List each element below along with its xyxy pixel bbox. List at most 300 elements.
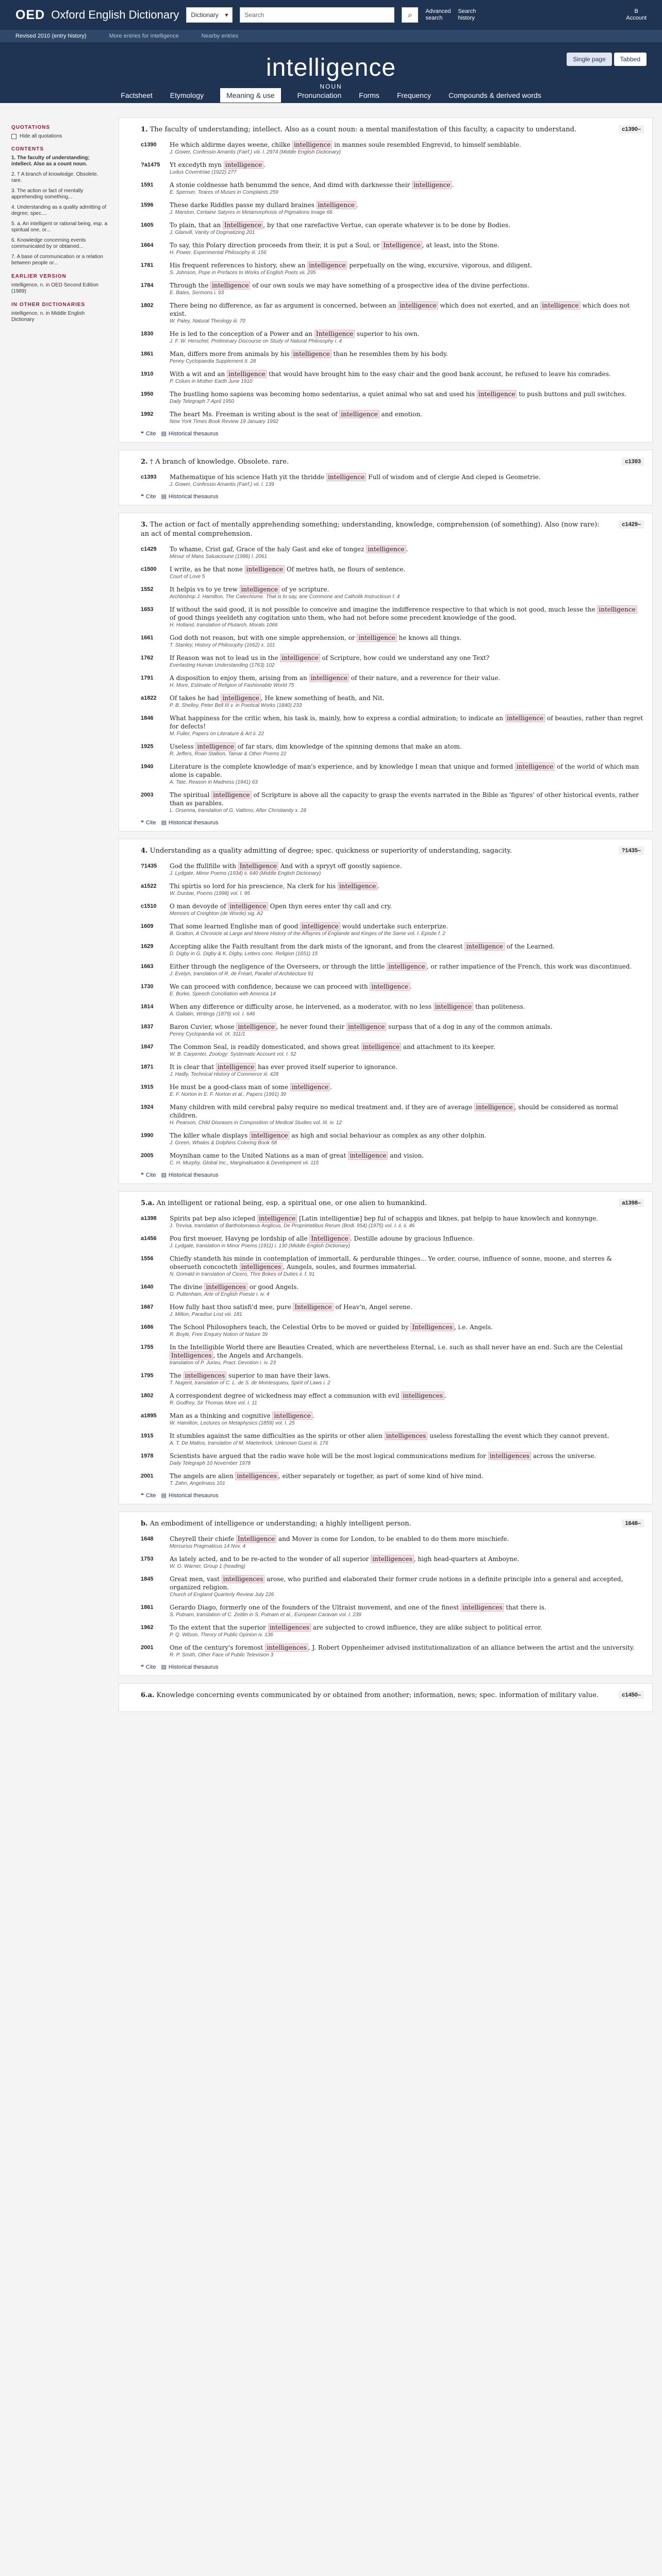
quotation-text: If Reason was not to lead us in the intelligence of Scripture, how could we understand any one Text? (170, 654, 490, 662)
hide-quotations-toggle[interactable] (11, 133, 108, 139)
quotation-source[interactable]: T. Stanley, History of Philosophy (1662) x. 101 (170, 642, 275, 648)
quotation-text: When any difference or difficulty arose, he intervened, as a moderator, with no less intelligence than politeness. (170, 1003, 525, 1010)
headword-highlight: intelligence (300, 922, 340, 930)
quotation-source[interactable]: J. Lydgate, Minor Poems (1934) ii. 640 (Middle English Dictionary) (170, 871, 321, 876)
quotation-date: 1802 (141, 302, 154, 309)
quotation-text: How fully hast thou satisfi'd mee, pure Intelligence of Heav'n, Angel serene. (170, 1303, 412, 1311)
search-button[interactable] (402, 7, 418, 23)
quotation-text: Mathematique of his science Hath yit the thridde intelligence Full of wisdom and of clergie And cleped is Geometrie. (170, 473, 541, 481)
quotation-source[interactable]: E. Spenser, Teares of Muses in Complaints 259 (170, 190, 278, 195)
more-entries-link[interactable]: More entries for intelligence (109, 33, 179, 39)
quotation-source[interactable]: T. Zahn, Angelmass 101 (170, 1481, 225, 1486)
quotation-row (141, 585, 644, 600)
quotation-source[interactable]: S. Putnam, translation of C. Zeitlin in S. Putnam et al., European Caravan vol. I. 239 (170, 1612, 361, 1618)
historical-thesaurus-button[interactable] (161, 430, 218, 437)
other-dictionary-link[interactable]: intelligence, n. in Middle English Dictionary (11, 311, 85, 323)
quotation-row (141, 261, 644, 276)
definition-text: An embodiment of intelligence or understanding; a highly intelligent person. (150, 1520, 411, 1528)
date-range-badge[interactable]: c1450– (619, 1691, 644, 1699)
date-range-badge[interactable]: 1648– (622, 1519, 644, 1528)
sense-footer (141, 493, 644, 500)
headword-highlight: intelligence (346, 1023, 386, 1031)
quotation-date: 1686 (141, 1324, 154, 1330)
quotation-date: c1500 (141, 566, 157, 572)
quotation-source[interactable]: Court of Love 5 (170, 574, 205, 580)
headword-highlight: intelligence (597, 605, 637, 614)
date-range-badge[interactable]: a1398– (619, 1199, 644, 1207)
headword-highlight: intelligence (505, 714, 545, 722)
quotation-body (170, 762, 644, 786)
tab-forms[interactable]: Forms (359, 91, 379, 99)
toc-item[interactable]: 5. a. An intelligent or rational being, esp. a spiritual one, or... (11, 221, 108, 233)
quotation-source[interactable]: B. Gratton, A Chronicle at Large and Meere History of the Affayres of Englande and Kinges of the Same vol. I. Epistle f. 2 (170, 931, 445, 937)
quotation-row (141, 1083, 644, 1098)
headword-highlight: Intelligence (236, 1535, 276, 1543)
quotation-row (141, 962, 644, 977)
quotation-body (170, 241, 500, 256)
headword-highlight: intelligence (307, 261, 347, 269)
headword-highlight: intelligence (474, 1103, 514, 1111)
earlier-version-link[interactable]: intelligence, n. in OED Second Edition (1989) (11, 282, 98, 294)
quotation-text: With a wit and an intelligence that would have brought him to the easy chair and the good bank account, he refused to leave his comrades. (170, 370, 611, 378)
quotation-text: To the extent that the superior intelligences are subjected to crowd influence, they are alike subject to political error. (170, 1624, 542, 1631)
quotation-row (141, 742, 644, 757)
headword-highlight: intelligence (477, 390, 517, 398)
headword-highlight: intelligence (515, 762, 555, 771)
quotation-text: Gerardo Diago, formerly one of the founders of the Ultraist movement, and one of the finest intelligences that there is. (170, 1604, 547, 1611)
quotation-date: 1596 (141, 202, 154, 208)
toc-item[interactable]: 3. The action or fact of mentally apprehending something... (11, 188, 84, 200)
quotation-text: The divine intelligences or good Angels. (170, 1283, 299, 1291)
headword-highlight: intelligence (227, 370, 267, 378)
quotation-row (141, 1303, 644, 1318)
single-page-button[interactable]: Single page (567, 53, 611, 66)
search-history-link[interactable] (458, 8, 476, 22)
thesaurus-icon: ▤ (161, 1172, 167, 1178)
quotation-text: The intelligences superior to man have their laws. (170, 1372, 330, 1379)
quotation-source[interactable]: R. P. Smith, Other Face of Public Television 3 (170, 1652, 274, 1658)
thesaurus-icon: ▤ (161, 1493, 167, 1499)
headword-highlight: Intelligences (410, 1323, 454, 1331)
quotation-date: 1802 (141, 1393, 154, 1399)
sense-definition (141, 125, 644, 134)
headword-highlight: intelligence (348, 1151, 388, 1160)
quotation-source[interactable]: J. Trevisa, translation of Bartholomaeus Anglicus, De Proprietatibus Rerum (Bodl. 954) (1975) vol. I. ii. ii. 46 (170, 1223, 415, 1229)
quotation-text: One of the century's foremost intelligences , J. Robert Oppenheimer advised institutionalization of an alliance between the artist and the university. (170, 1644, 635, 1651)
sense-block (119, 1191, 653, 1504)
quotation-source[interactable]: P. Q. Wilson, Theory of Public Opinion iv. 136 (170, 1632, 273, 1638)
tab-pronunciation[interactable]: Pronunciation (297, 91, 342, 99)
headword-highlight: intelligence (210, 281, 250, 290)
footer-label: Historical thesaurus (168, 1172, 219, 1178)
quotation-body (170, 330, 419, 345)
quotation-source[interactable]: R. Godfrey, Sir Thomas More vol. I. 11 (170, 1400, 257, 1406)
quotation-source[interactable]: W. Paley, Natural Theology iii. 70 (170, 318, 245, 324)
quotation-source[interactable]: J. Lydgate, translation in Minor Poems (1911) i. 130 (Middle English Dictionary) (170, 1243, 350, 1249)
cite-button[interactable] (141, 430, 156, 437)
quotation-body (170, 634, 461, 649)
quotation-source[interactable]: Everlasting Human Understanding (1763) 102 (170, 663, 275, 668)
footer-label: Historical thesaurus (168, 1492, 219, 1499)
entry-tabs (0, 88, 662, 103)
quotation-source[interactable]: E. F. Norton in E. F. Norton et al., Papers (1991) 39 (170, 1092, 286, 1097)
quotation-source[interactable]: W. B. Carpenter, Zoology: Systematic Account vol. I. 52 (170, 1052, 296, 1057)
quotation-text: Man, differs more from animals by his intelligence than he resembles them by his body. (170, 350, 448, 358)
quotation-body (170, 882, 379, 897)
date-range-badge[interactable]: c1390– (619, 125, 644, 133)
quotation-row (141, 1255, 644, 1278)
headword-highlight: intelligence (317, 201, 356, 209)
sense-number: b. (141, 1520, 148, 1528)
cite-button[interactable] (141, 819, 156, 826)
quotation-text: Either through the negligence of the Overseers, or through the little intelligence , or rather impatience of the French, this work was discontinued. (170, 963, 632, 970)
headword-highlight: intelligence (195, 742, 235, 751)
chevron-down-icon: ▾ (225, 11, 228, 19)
quotation-source[interactable]: Mirour of Mans Saluacioune (1986) l. 2061 (170, 554, 267, 560)
cite-button[interactable] (141, 1492, 156, 1499)
date-range-badge[interactable]: c1393 (622, 457, 644, 466)
toc-item[interactable]: 7. A base of communication or a relation between people or... (11, 254, 103, 266)
quotation-row (141, 1603, 644, 1618)
quotation-source[interactable]: Ludus Coventriae (1922) 277 (170, 170, 237, 175)
sense-number: 4. (141, 847, 148, 855)
quotation-body (170, 1103, 644, 1126)
quotation-source[interactable]: J. Marston, Certaine Satyres in Metamorphosis of Pigmalions Image 66 (170, 210, 333, 215)
quotation-date: 1730 (141, 984, 154, 990)
tab-meaning-use[interactable]: Meaning & use (220, 88, 280, 103)
quotation-text: That some learned Englishe man of good intelligence would undertake such enterprize. (170, 923, 449, 930)
quotation-text: Moynihan came to the United Nations as a man of great intelligence and vision. (170, 1152, 424, 1159)
quote-icon: ❝ (141, 1172, 144, 1178)
quotation-source[interactable]: J. Milton, Paradise Lost viii. 181 (170, 1312, 242, 1317)
quotation-text: His frequent references to history, shew an intelligence perpetually on the wing, excursive, vigorous, and diligent. (170, 262, 533, 269)
toc-item[interactable]: 2. † A branch of knowledge. Obsolete. rare. (11, 172, 98, 183)
headword-highlight: intelligence (387, 962, 426, 971)
contents-list (11, 155, 108, 266)
quotation-source[interactable]: W. O. Warner, Group 1 (heading) (170, 1564, 245, 1569)
quote-icon: ❝ (141, 494, 144, 500)
quotation-source[interactable]: H. Pearson, Child Diseases in Composition of Medical Studies vol. III. iv. 12 (170, 1120, 342, 1126)
quotation-date: 1847 (141, 1044, 154, 1050)
quotation-source[interactable]: C. H. Murphy, Global Inc., Marginalisation & Development vii. 115 (170, 1160, 319, 1166)
cite-button[interactable] (141, 1172, 156, 1178)
headword-highlight: intelligence (398, 301, 438, 310)
quotation-row (141, 1214, 644, 1229)
headword-highlight: intelligence (224, 161, 263, 169)
quotation-body (170, 545, 408, 560)
quotation-source[interactable]: D. Digby in G. Digby & K. Digby, Letters conc. Religion (1651) 15 (170, 951, 318, 957)
quotation-text: O man devoyde of intelligence Open thyn eeres enter thy call and cry. (170, 903, 392, 910)
quotation-row (141, 922, 644, 937)
quotation-date: 1664 (141, 242, 154, 248)
quotation-source[interactable]: R. Boyle, Free Enquiry Notion of Nature 39 (170, 1332, 268, 1337)
quotation-source[interactable]: P. Colum in Mother Earth June 1910 (170, 379, 253, 384)
headword-highlight: intelligence (211, 791, 251, 799)
quotation-text: Cheyrell their chiefe Intelligence and Mover is come for London, to be enabled to do them more mischiefe. (170, 1535, 509, 1543)
quotation-source[interactable]: N. Grimald in translation of Cicero, Thre Bokes of Duties ii. f. 91 (170, 1272, 315, 1277)
quotation-source[interactable]: Mercurius Pragmaticus 14 Nov. 4 (170, 1544, 246, 1549)
quotation-body (170, 281, 529, 296)
headword-highlight: Intelligence (315, 330, 355, 338)
quotation-source[interactable]: P. B. Shelley, Peter Bell III v. in Poetical Works (1840) 233 (170, 703, 302, 708)
quotation-source[interactable]: W. Dunbar, Poems (1998) vol. I. 95 (170, 891, 250, 896)
quotation-source[interactable]: E. Burke, Speech Conciliation with America 14 (170, 991, 276, 997)
quotation-body (170, 1003, 525, 1018)
quotation-source[interactable]: E. Bates, Sermons i. 93 (170, 290, 224, 296)
quotation-source[interactable]: J. Gower, Confessio Amantis (Fairf.) viii. l. 2974 (Middle English Dictionary) (170, 149, 341, 155)
quotation-source[interactable]: J. Glanvill, Vanity of Dogmatizing 201 (170, 230, 255, 235)
advanced-search-link[interactable] (425, 8, 451, 22)
sense-number: 2. (141, 458, 148, 466)
quotation-date: 1667 (141, 1304, 154, 1310)
tab-factsheet[interactable]: Factsheet (121, 91, 153, 99)
quotation-date: 1846 (141, 715, 154, 721)
quotation-text: He is led to the conception of a Power and an Intelligence superior to his own. (170, 330, 420, 337)
historical-thesaurus-button[interactable] (161, 1172, 218, 1178)
historical-thesaurus-button[interactable] (161, 1492, 218, 1499)
quotation-source[interactable]: J. Green, Whales & Dolphins Coloring Book 58 (170, 1140, 277, 1146)
quotation-body (170, 1063, 398, 1078)
quotation-source[interactable]: R. Jeffers, Roan Stallion, Tamar & Other Poems 22 (170, 751, 287, 757)
quotation-date: ?a1475 (141, 162, 160, 168)
quotation-text: Literature is the complete knowledge of man's experience, and by knowledge I mean that unique and formed intelligence of the world of which man alone is capable. (170, 763, 639, 778)
quotation-source[interactable]: T. Nugent, translation of C. L. de S. de Montesquieu, Spirit of Laws i. 2 (170, 1380, 330, 1386)
headword-highlight: intelligence (370, 982, 409, 991)
quotation-text: He which aldirme dayes weene, chilke intelligence in mannes soule resembled Engrevid, to himself semblable. (170, 141, 521, 148)
quotation-body (170, 1214, 598, 1229)
account-label: Account (626, 15, 647, 21)
toc-item[interactable]: 6. Knowledge concerning events communicated by or obtained... (11, 238, 86, 249)
quotation-row (141, 1452, 644, 1467)
sense-number: 5.a. (141, 1199, 155, 1207)
headword-highlight: intelligence (465, 942, 504, 951)
quotation-row (141, 1103, 644, 1126)
quotation-row (141, 694, 644, 709)
footer-label: Historical thesaurus (168, 819, 219, 826)
headword-highlight: Intelligence (309, 1234, 350, 1243)
footer-label: Cite (145, 493, 156, 500)
quotation-date: a1822 (141, 695, 157, 701)
quotation-date: 2001 (141, 1645, 154, 1651)
quotation-date: 1648 (141, 1536, 154, 1542)
headword-highlight: intelligences (235, 1472, 278, 1480)
quotation-text: The heart Ms. Freeman is writing about is the seat of intelligence and emotion. (170, 411, 422, 418)
date-range-badge[interactable]: ?1435– (619, 846, 644, 855)
toc-item[interactable]: 1. The faculty of understanding; intellect. Also as a count noun. (11, 155, 90, 167)
quotation-body (170, 654, 489, 669)
quotation-text: It stumbles against the same difficulties as the spirits or other alien intelligences useless forestalling the event which they cannot prevent. (170, 1432, 609, 1439)
quotation-body (170, 585, 400, 600)
senses-list (119, 117, 653, 1719)
quotation-source[interactable]: A. T. De Mattos, translation of M. Maeterlinck, Unknown Guest iii. 176 (170, 1440, 328, 1446)
entry-history-link[interactable]: Revised 2010 (entry history) (15, 33, 87, 39)
quotation-body (170, 390, 626, 405)
quotation-body (170, 1323, 493, 1338)
quotation-row (141, 1063, 644, 1078)
thesaurus-icon: ▤ (161, 1664, 167, 1670)
quotation-date: 1861 (141, 1604, 154, 1611)
contents-heading: CONTENTS (11, 146, 44, 152)
tabbed-button[interactable]: Tabbed (614, 53, 647, 66)
search-history-label: Search (458, 8, 476, 14)
quotation-source[interactable]: Penny Cyclopaedia vol. IX. 311/1 (170, 1031, 245, 1037)
account-button[interactable] (626, 8, 647, 22)
quotation-source[interactable]: H. Power, Experimental Philosophy iii. 156 (170, 250, 267, 256)
quotation-text: A disposition to enjoy them, arising from an intelligence of their nature, and a reverence for their value. (170, 674, 501, 682)
thesaurus-icon: ▤ (161, 494, 167, 500)
date-range-badge[interactable]: c1429– (619, 520, 644, 529)
headword-highlight: intelligence (309, 674, 349, 682)
quotation-row (141, 674, 644, 689)
headword-highlight: Intelligence (293, 1303, 333, 1311)
quotation-row (141, 791, 644, 814)
quotation-source[interactable]: J. Gower, Confessio Amantis (Fairf.) vii. l. 139 (170, 482, 274, 487)
quotation-row (141, 605, 644, 629)
quotation-source[interactable]: L. Orsenna, translation of G. Vattimo, After Christianity x. 28 (170, 808, 306, 814)
quotation-date: c1429 (141, 546, 157, 552)
headword-highlight: intelligences (204, 1283, 247, 1291)
headword-highlight: intelligences (488, 1452, 532, 1460)
quotation-source[interactable]: Archbishop J. Hamilton, The Catechisme. That is to say, ane Commone and Catholik Instructioun f. 4 (170, 594, 400, 600)
quotation-row (141, 301, 644, 325)
quotation-text: Useless intelligence of far stars, dim knowledge of the spinning demons that make an atom. (170, 743, 462, 750)
quotation-body (170, 1555, 519, 1570)
historical-thesaurus-button[interactable] (161, 493, 218, 500)
quotation-body (170, 201, 358, 216)
quotation-text: God doth not reason, but with one simple apprehension, or intelligence he knows all things. (170, 634, 462, 641)
quotation-text: The killer whale displays intelligence as high and social behaviour as complex as any other dolphin. (170, 1132, 487, 1139)
quotation-source[interactable]: Daily Telegraph 7 April 1950 (170, 399, 234, 404)
quotation-date: 1845 (141, 1576, 154, 1582)
quotation-body (170, 1535, 509, 1550)
headword-highlight: intelligences (265, 1643, 308, 1652)
quotation-source[interactable]: G. Puttenham, Arte of English Poesie i. iv. 4 (170, 1292, 270, 1297)
quotation-text: As lately acted, and to be re-acted to the wonder of all superior intelligences , high head-quarters at Amboyne. (170, 1555, 519, 1563)
quote-icon: ❝ (141, 820, 144, 826)
quotation-date: 1837 (141, 1024, 154, 1030)
quotation-source[interactable]: A. Tate, Reason in Madness (1941) 63 (170, 779, 258, 785)
quotation-date: 2003 (141, 792, 154, 798)
headword-highlight: intelligence (326, 473, 366, 481)
cite-button[interactable] (141, 493, 156, 500)
headword-highlight: intelligence (250, 1131, 289, 1140)
tab-frequency[interactable]: Frequency (396, 91, 431, 99)
footer-label: Historical thesaurus (168, 493, 219, 500)
quotation-text: I write, as he that none intelligence Of metres hath, ne flours of sentence. (170, 566, 406, 573)
quotation-row (141, 201, 644, 216)
quotation-text: A stonie coldnesse hath benummd the sence, And dimd with darknesse their intelligence . (170, 181, 454, 189)
toc-item[interactable]: 4. Understanding as a quality admitting of degree; spec.... (11, 205, 106, 216)
definition-text: The action or fact of mentally apprehending something; understanding, knowledge, comprehension (of something). Also (now rare): an act of mental comprehension. (141, 521, 600, 538)
oed-logo[interactable] (15, 8, 179, 23)
headword-highlight: Intelligence (223, 221, 263, 229)
headword-highlight: intelligences (385, 1432, 428, 1440)
quotation-text: There being no difference, as far as argument is concerned, between an intelligence which does not exerted, and an intelligence which does not exist. (170, 302, 630, 317)
quotation-source[interactable]: A. Gallatin, Writings (1879) vol. I. 646 (170, 1011, 255, 1017)
quotation-body (170, 1343, 644, 1366)
cite-button[interactable] (141, 1664, 156, 1670)
quotation-row (141, 1623, 644, 1638)
search-input[interactable]: Search (240, 7, 394, 23)
search-icon: ⌕ (407, 10, 412, 20)
quotation-date: 1962 (141, 1624, 154, 1631)
quotation-source[interactable]: Daily Telegraph 10 November 1978 (170, 1461, 251, 1466)
quotation-source[interactable]: New York Times Book Review 19 January 1992 (170, 419, 278, 425)
quotation-date: c1390 (141, 142, 157, 148)
quotation-date: 1830 (141, 331, 154, 337)
earlier-version-heading: EARLIER VERSION (11, 274, 67, 279)
quotation-source[interactable]: M. Fuller, Papers on Literature & Art ii. 22 (170, 731, 264, 737)
headword-highlight: intelligence (228, 902, 268, 910)
quotation-body (170, 1575, 644, 1598)
headword-highlight: Intelligence (238, 862, 278, 870)
quotation-body (170, 714, 644, 737)
quotation-date: 1992 (141, 411, 154, 417)
historical-thesaurus-button[interactable] (161, 819, 218, 826)
quotation-text: The spiritual intelligence of Scripture is above all the capacity to grasp the events narrated in the Bible as 'figures' of other historical events, rather than as parables. (170, 791, 639, 807)
quotation-row (141, 370, 644, 385)
quotation-row (141, 982, 644, 997)
quotation-body (170, 1023, 552, 1038)
quotation-body (170, 350, 448, 365)
quote-icon: ❝ (141, 1664, 144, 1670)
quotation-date: a1456 (141, 1235, 157, 1242)
historical-thesaurus-button[interactable] (161, 1664, 218, 1670)
quotation-date: 1791 (141, 675, 154, 681)
quotation-body (170, 1151, 424, 1166)
tab-etymology[interactable]: Etymology (170, 91, 204, 99)
quotation-source[interactable]: J. Evelyn, translation of R. de Fréart, Parallel of Architecture 91 (170, 971, 314, 977)
quotation-source[interactable]: H. More, Estimate of Religion of Fashionable World 75 (170, 683, 294, 688)
quotation-row (141, 1343, 644, 1366)
quotation-source[interactable]: Penny Cyclopaedia Supplement II. 28 (170, 359, 256, 364)
nearby-entries-link[interactable]: Nearby entries (201, 33, 239, 39)
quotation-source[interactable]: J. Hadly, Technical History of Commerce iii. 428 (170, 1072, 279, 1077)
tab-compounds[interactable]: Compounds & derived words (448, 91, 541, 99)
quotation-row (141, 1472, 644, 1487)
quotation-date: 1605 (141, 222, 154, 228)
entry-strip (0, 30, 662, 42)
headword-highlight: intelligences (371, 1555, 414, 1563)
entry-header (0, 42, 662, 103)
quotation-source[interactable]: Memoirs of Creighton (de Worde) sig. A2 (170, 911, 263, 917)
quotation-source[interactable]: Church of England Quarterly Review July 226 (170, 1592, 274, 1598)
quotation-source[interactable]: J. F. W. Herschel, Preliminary Discourse on Study of Natural Philosophy i. 4 (170, 338, 342, 344)
headword-highlight: intelligence (290, 1083, 330, 1091)
dictionary-select[interactable] (186, 7, 233, 23)
quotation-row (141, 1234, 644, 1249)
quotation-source[interactable]: translation of P. Jurieu, Pract. Devotion i. iv. 23 (170, 1360, 276, 1366)
checkbox-icon (11, 134, 16, 139)
top-bar (0, 0, 662, 30)
sense-block (119, 1683, 653, 1712)
advanced-search-label: Advanced (425, 8, 451, 14)
quotation-text: To whame, Crist gaf, Grace of the haly Gast and eke of tongez intelligence . (170, 546, 408, 553)
sense-number: 6.a. (141, 1691, 155, 1699)
advanced-search-sublabel: search (425, 15, 443, 21)
headword-highlight: intelligence (292, 141, 332, 149)
quotation-text: Man as a thinking and cognitive intelligence . (170, 1412, 315, 1419)
quotation-text: Through the intelligence of our own souls we may have something of a prospective idea of the divine perfections. (170, 282, 529, 289)
quotation-body (170, 1043, 495, 1058)
headword-highlight: intelligence (434, 1003, 473, 1011)
quotation-body (170, 1603, 547, 1618)
quotation-source[interactable]: S. Johnson, Pope in Prefaces to Works of English Poets vii. 295 (170, 270, 316, 276)
quote-icon: ❝ (141, 1493, 144, 1499)
quotation-source[interactable]: W. Hamilton, Lectures on Metaphysics (1859) vol. I. 25 (170, 1420, 295, 1426)
quotation-body (170, 742, 462, 757)
quotation-source[interactable]: H. Holland, translation of Plutarch, Morals 1066 (170, 622, 278, 628)
